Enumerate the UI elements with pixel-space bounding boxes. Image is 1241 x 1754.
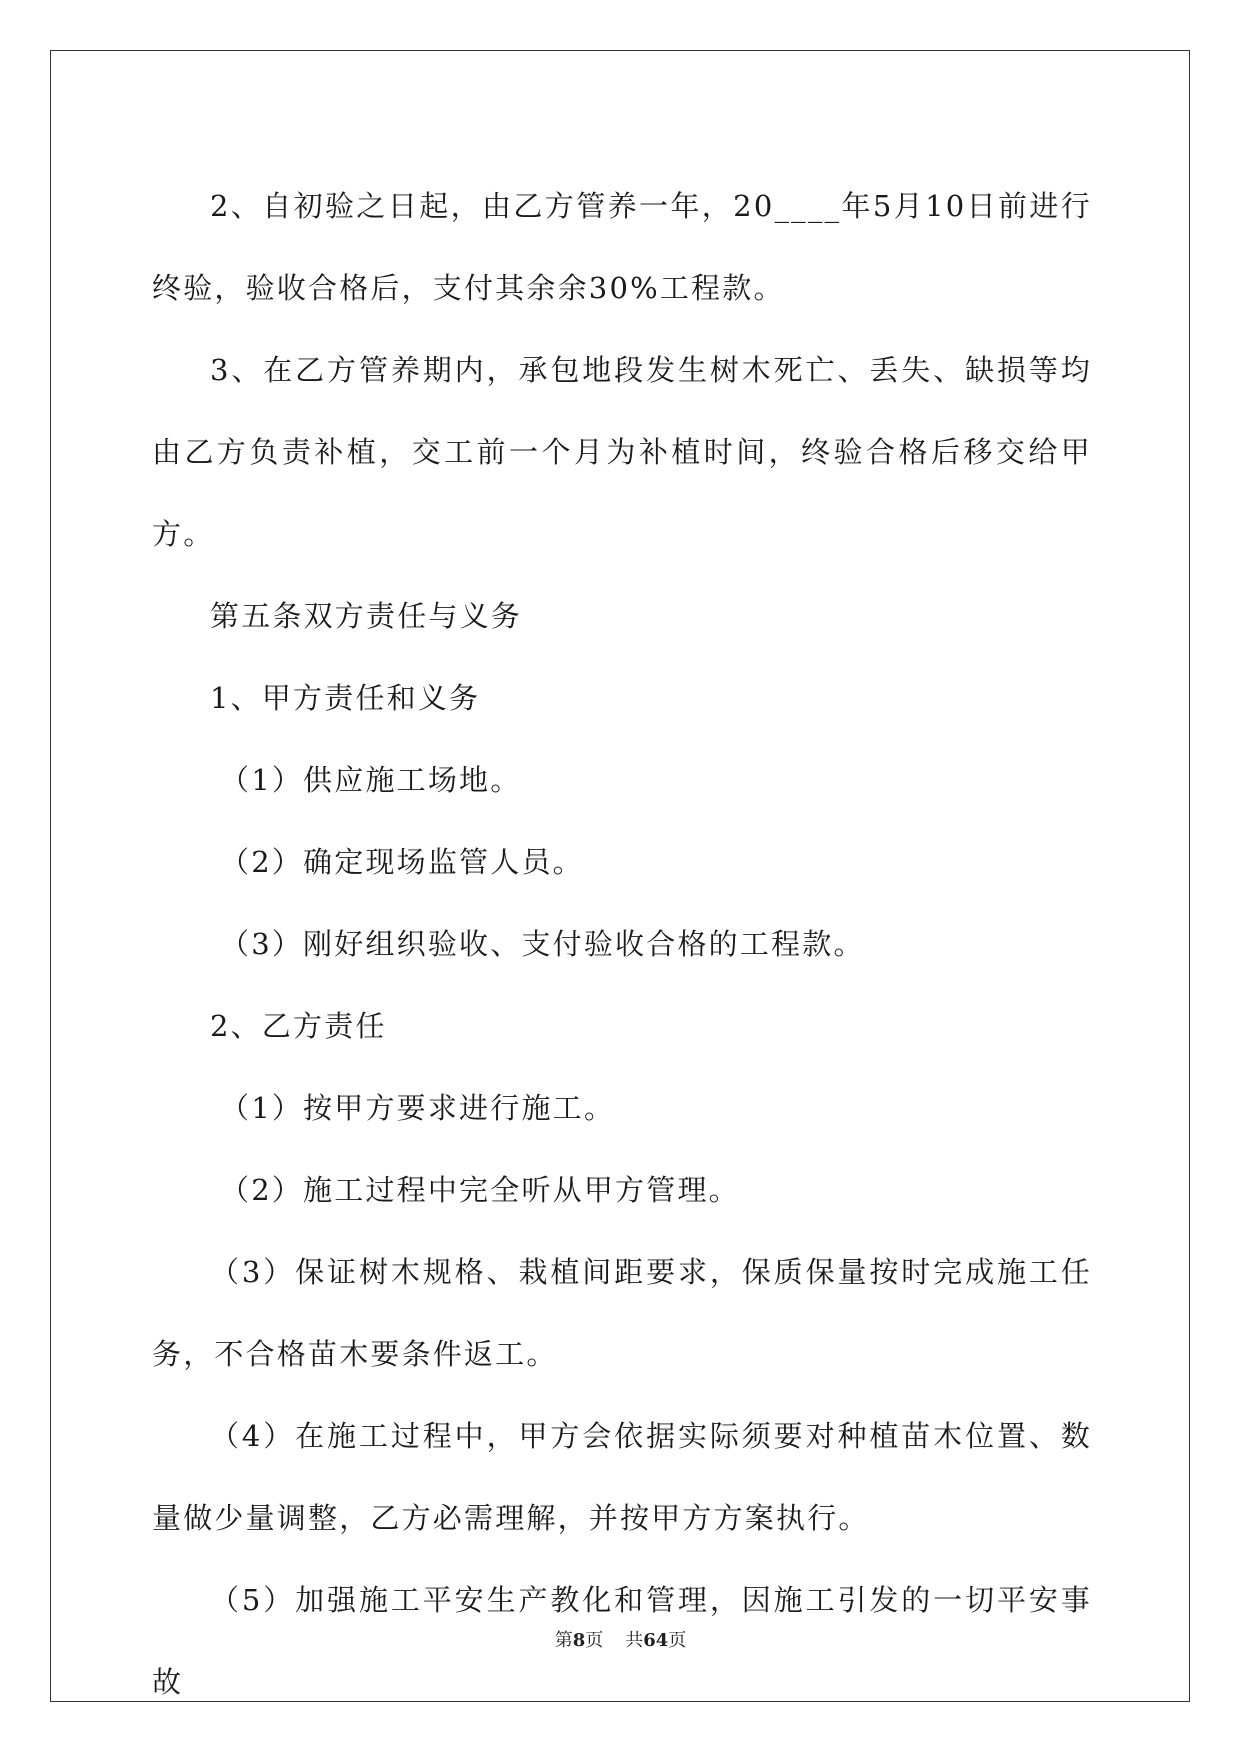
party-a-heading: 1、甲方责任和义务 (210, 681, 481, 715)
party-a-item-2: （2）确定现场监管人员。 (220, 845, 584, 879)
document-body (152, 165, 1092, 1723)
paragraph-replanting: 3、在乙方管养期内，承包地段发生树木死亡、丢失、缺损等均由乙方负责补植，交工前一个月为补植时间，终验合格后移交给甲方。 (152, 353, 1092, 551)
party-b-item-3: （3）保证树木规格、栽植间距要求，保质保量按时完成施工任务，不合格苗木要条件返工。 (152, 1255, 1092, 1371)
party-a-item-1: （1）供应施工场地。 (220, 763, 522, 797)
article-five-heading: 第五条双方责任与义务 (210, 599, 523, 633)
party-a-item-3: （3）刚好组织验收、支付验收合格的工程款。 (220, 927, 865, 961)
party-b-item-1: （1）按甲方要求进行施工。 (220, 1091, 616, 1125)
current-page-number: 8 (572, 1630, 586, 1651)
party-b-item-5: （5）加强施工平安生产教化和管理，因施工引发的一切平安事故 (152, 1583, 1092, 1699)
party-b-heading: 2、乙方责任 (210, 1009, 387, 1043)
page-prefix: 第 (554, 1630, 573, 1651)
party-b-item-2: （2）施工过程中完全听从甲方管理。 (220, 1173, 740, 1207)
total-suffix: 页 (668, 1630, 687, 1651)
paragraph-acceptance-final: 2、自初验之日起，由乙方管养一年，20____年5月10日前进行终验，验收合格后，支付其余余30%工程款。 (152, 189, 1092, 305)
party-b-item-4: （4）在施工过程中，甲方会依据实际须要对种植苗木位置、数量做少量调整，乙方必需理解，并按甲方方案执行。 (152, 1419, 1092, 1535)
page-suffix: 页 (585, 1630, 604, 1651)
total-page-count: 64 (643, 1630, 669, 1651)
page-number-footer (0, 1626, 1241, 1652)
total-prefix: 共 (625, 1630, 644, 1651)
